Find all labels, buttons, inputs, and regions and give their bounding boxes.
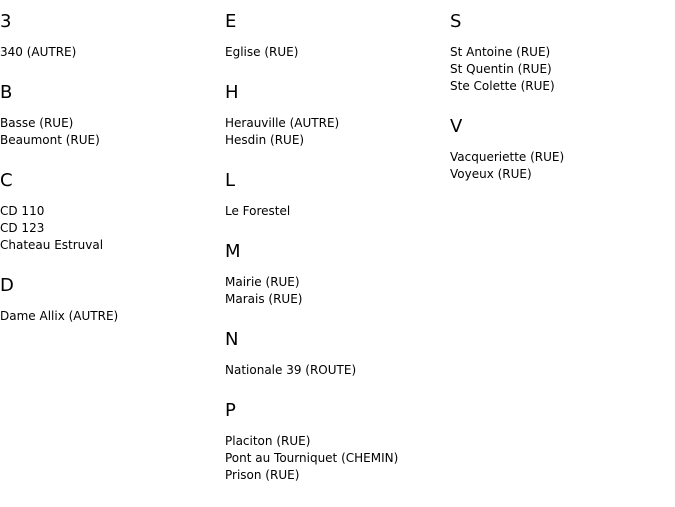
street-entry[interactable]: Placiton (RUE) <box>225 434 311 448</box>
street-entry[interactable]: Vacqueriette (RUE) <box>450 150 565 164</box>
letter-group-b <box>0 83 220 149</box>
letter-group-3 <box>0 12 220 61</box>
street-entry[interactable]: Voyeux (RUE) <box>450 167 532 181</box>
street-entry[interactable]: Beaumont (RUE) <box>0 133 100 147</box>
street-list <box>225 115 445 149</box>
street-entry[interactable]: Ste Colette (RUE) <box>450 79 555 93</box>
letter-group-h <box>225 83 445 149</box>
street-entry[interactable]: 340 (AUTRE) <box>0 45 77 59</box>
street-entry[interactable]: St Quentin (RUE) <box>450 62 552 76</box>
street-entry[interactable]: CD 123 <box>0 221 45 235</box>
index-column-1 <box>0 12 220 347</box>
street-list <box>225 44 445 61</box>
group-letter: H <box>225 82 239 103</box>
letter-group-l <box>225 171 445 220</box>
street-entry[interactable]: Marais (RUE) <box>225 292 303 306</box>
group-letter: P <box>225 400 236 421</box>
group-letter: C <box>0 170 13 191</box>
street-entry[interactable]: Pont au Tourniquet (CHEMIN) <box>225 451 399 465</box>
letter-group-p <box>225 401 445 484</box>
group-letter: M <box>225 241 241 262</box>
group-letter: N <box>225 329 239 350</box>
index-column-3 <box>450 12 670 205</box>
street-entry[interactable]: Basse (RUE) <box>0 116 74 130</box>
group-letter: D <box>0 275 14 296</box>
group-letter: S <box>450 11 462 32</box>
street-list <box>225 274 445 308</box>
street-entry[interactable]: Le Forestel <box>225 204 291 218</box>
street-entry[interactable]: Prison (RUE) <box>225 468 300 482</box>
letter-group-m <box>225 242 445 308</box>
street-entry[interactable]: Mairie (RUE) <box>225 275 300 289</box>
street-entry[interactable]: Nationale 39 (ROUTE) <box>225 363 357 377</box>
street-list <box>0 44 220 61</box>
index-column-2 <box>225 12 445 506</box>
street-list <box>450 44 670 95</box>
street-entry[interactable]: Herauville (AUTRE) <box>225 116 340 130</box>
street-list <box>225 203 445 220</box>
street-entry[interactable]: CD 110 <box>0 204 45 218</box>
group-letter: V <box>450 116 463 137</box>
letter-group-n <box>225 330 445 379</box>
letter-group-c <box>0 171 220 254</box>
street-list <box>225 362 445 379</box>
street-list <box>225 433 445 484</box>
group-letter: B <box>0 82 13 103</box>
street-list <box>450 149 670 183</box>
letter-group-d <box>0 276 220 325</box>
street-list <box>0 203 220 254</box>
street-list <box>0 308 220 325</box>
street-entry[interactable]: Hesdin (RUE) <box>225 133 305 147</box>
group-letter: 3 <box>0 11 12 32</box>
group-letter: E <box>225 11 237 32</box>
letter-group-s <box>450 12 670 95</box>
street-entry[interactable]: Chateau Estruval <box>0 238 104 252</box>
street-entry[interactable]: Dame Allix (AUTRE) <box>0 309 119 323</box>
letter-group-v <box>450 117 670 183</box>
street-entry[interactable]: St Antoine (RUE) <box>450 45 551 59</box>
street-list <box>0 115 220 149</box>
group-letter: L <box>225 170 236 191</box>
letter-group-e <box>225 12 445 61</box>
street-entry[interactable]: Eglise (RUE) <box>225 45 299 59</box>
